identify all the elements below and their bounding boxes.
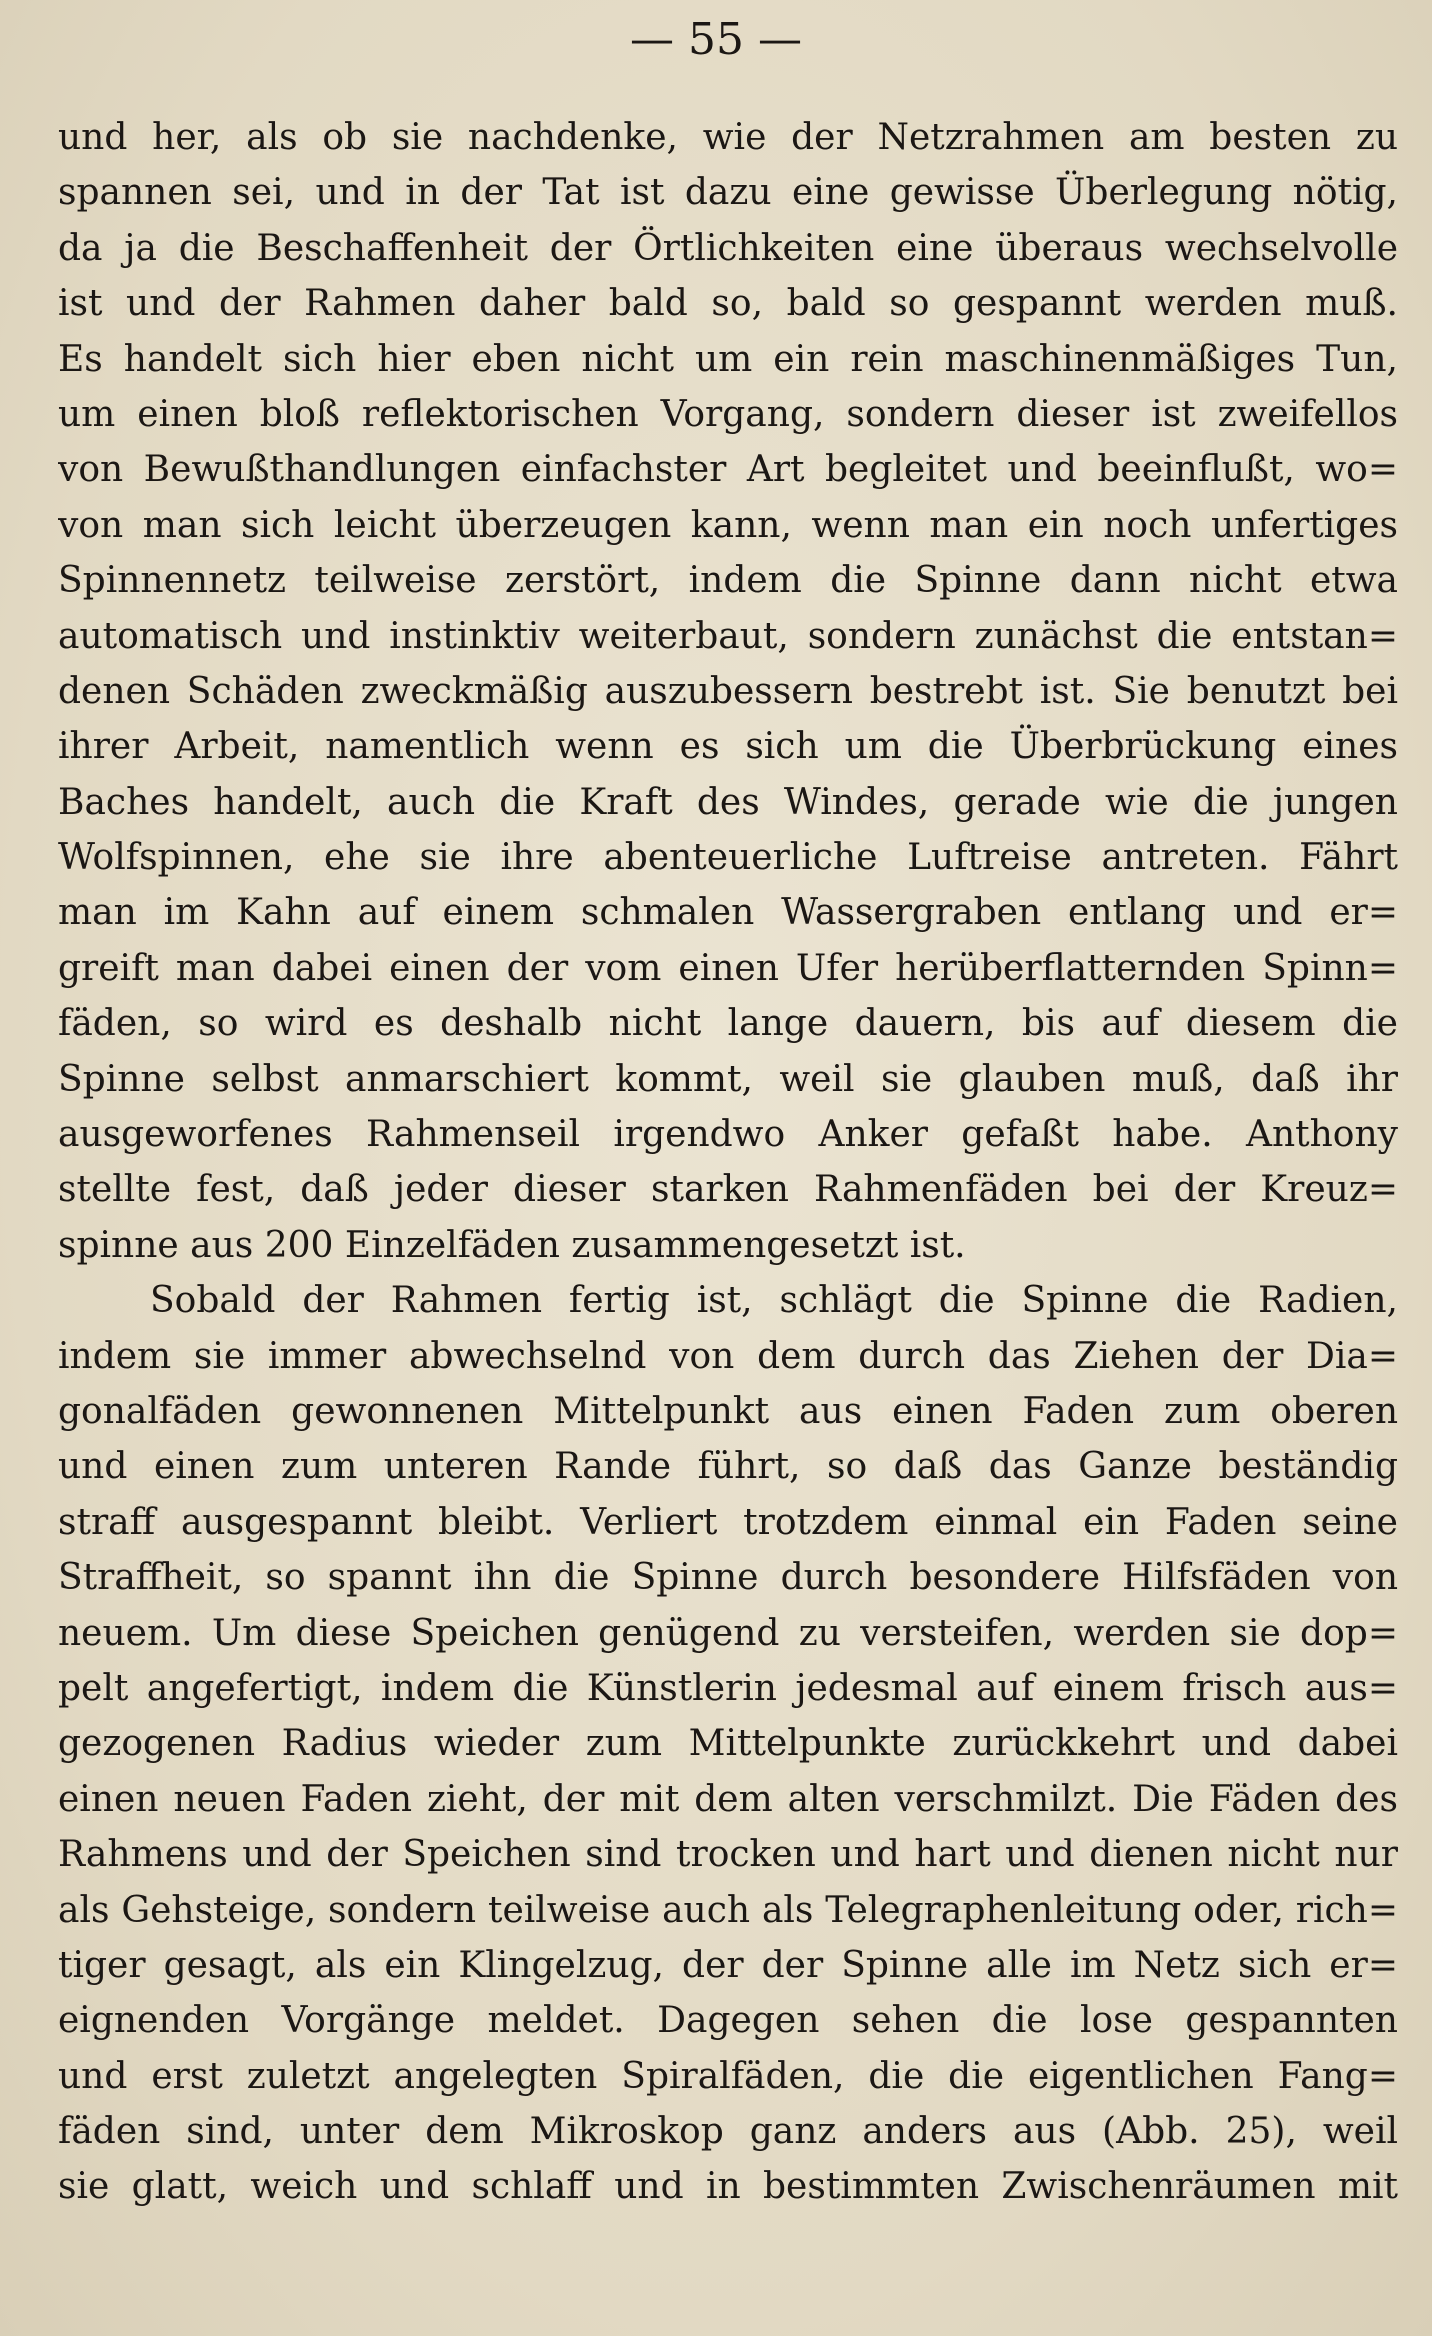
text-line: pelt angefertigt, indem die Künstlerin jedesmal auf einem frisch aus= (58, 1667, 1398, 1709)
text-line: Rahmens und der Speichen sind trocken und hart und dienen nicht nur (58, 1834, 1398, 1876)
text-line: von man sich leicht überzeugen kann, wenn man ein noch unfertiges (58, 504, 1398, 546)
text-line: ist und der Rahmen daher bald so, bald so gespannt werden muß. (58, 283, 1398, 325)
text-line: automatisch und instinktiv weiterbaut, sondern zunächst die entstan= (58, 615, 1398, 657)
text-line: von Bewußthandlungen einfachster Art begleitet und beeinflußt, wo= (58, 449, 1398, 491)
text-line: stellte fest, daß jeder dieser starken Rahmenfäden bei der Kreuz= (58, 1169, 1398, 1211)
text-line: man im Kahn auf einem schmalen Wassergraben entlang und er= (58, 892, 1398, 934)
text-line: ausgeworfenes Rahmenseil irgendwo Anker gefaßt habe. Anthony (58, 1114, 1398, 1156)
text-line: und erst zuletzt angelegten Spiralfäden, die die eigentlichen Fang= (58, 2055, 1398, 2097)
text-line: Spinne selbst anmarschiert kommt, weil sie glauben muß, daß ihr (58, 1058, 1398, 1100)
text-line: eignenden Vorgänge meldet. Dagegen sehen die lose gespannten (58, 2000, 1398, 2042)
text-line: da ja die Beschaffenheit der Örtlichkeiten eine überaus wechselvolle (58, 227, 1398, 269)
text-line: Spinnennetz teilweise zerstört, indem die Spinne dann nicht etwa (58, 560, 1398, 602)
page-number: — 55 — (630, 14, 802, 65)
text-line: indem sie immer abwechselnd von dem durch das Ziehen der Dia= (58, 1335, 1398, 1377)
text-line: gonalfäden gewonnenen Mittelpunkt aus einen Faden zum oberen (58, 1390, 1398, 1432)
text-line: gezogenen Radius wieder zum Mittelpunkte zurückkehrt und dabei (58, 1723, 1398, 1765)
text-line: Straffheit, so spannt ihn die Spinne durch besondere Hilfsfäden von (58, 1557, 1398, 1599)
text-line: und einen zum unteren Rande führt, so daß das Ganze beständig (58, 1446, 1398, 1488)
text-line: ihrer Arbeit, namentlich wenn es sich um die Überbrückung eines (58, 726, 1398, 768)
text-line: Es handelt sich hier eben nicht um ein rein maschinenmäßiges Tun, (58, 338, 1398, 380)
text-line: tiger gesagt, als ein Klingelzug, der der Spinne alle im Netz sich er= (58, 1944, 1398, 1986)
text-line: und her, als ob sie nachdenke, wie der Netzrahmen am besten zu (58, 117, 1398, 158)
text-line: greift man dabei einen der vom einen Ufer herüberflatternden Spinn= (58, 947, 1398, 989)
text-line: denen Schäden zweckmäßig auszubessern bestrebt ist. Sie benutzt bei (58, 670, 1398, 712)
text-line: fäden, so wird es deshalb nicht lange dauern, bis auf diesem die (58, 1003, 1398, 1045)
text-line: um einen bloß reflektorischen Vorgang, sondern dieser ist zweifellos (58, 393, 1398, 435)
paragraph-first-line: Sobald der Rahmen fertig ist, schlägt die Spinne die Radien, (150, 1280, 1398, 1322)
text-line: straff ausgespannt bleibt. Verliert trotzdem einmal ein Faden seine (58, 1501, 1398, 1543)
text-line: fäden sind, unter dem Mikroskop ganz anders aus (Abb. 25), weil (58, 2111, 1398, 2153)
text-line: einen neuen Faden zieht, der mit dem alten verschmilzt. Die Fäden des (58, 1778, 1398, 1820)
text-line: sie glatt, weich und schlaff und in bestimmten Zwischenräumen mit (58, 2166, 1398, 2208)
paragraph-last-line: spinne aus 200 Einzelfäden zusammengesetzt ist. (58, 1224, 966, 1266)
text-line: neuem. Um diese Speichen genügend zu versteifen, werden sie dop= (58, 1612, 1398, 1654)
body-text (58, 110, 1398, 2215)
text-line: als Gehsteige, sondern teilweise auch als Telegraphenleitung oder, rich= (58, 1889, 1398, 1931)
text-line: Baches handelt, auch die Kraft des Windes, gerade wie die jungen (58, 781, 1398, 823)
text-line: Wolfspinnen, ehe sie ihre abenteuerliche Luftreise antreten. Fährt (58, 837, 1398, 879)
text-line: spannen sei, und in der Tat ist dazu eine gewisse Überlegung nötig, (58, 172, 1398, 214)
